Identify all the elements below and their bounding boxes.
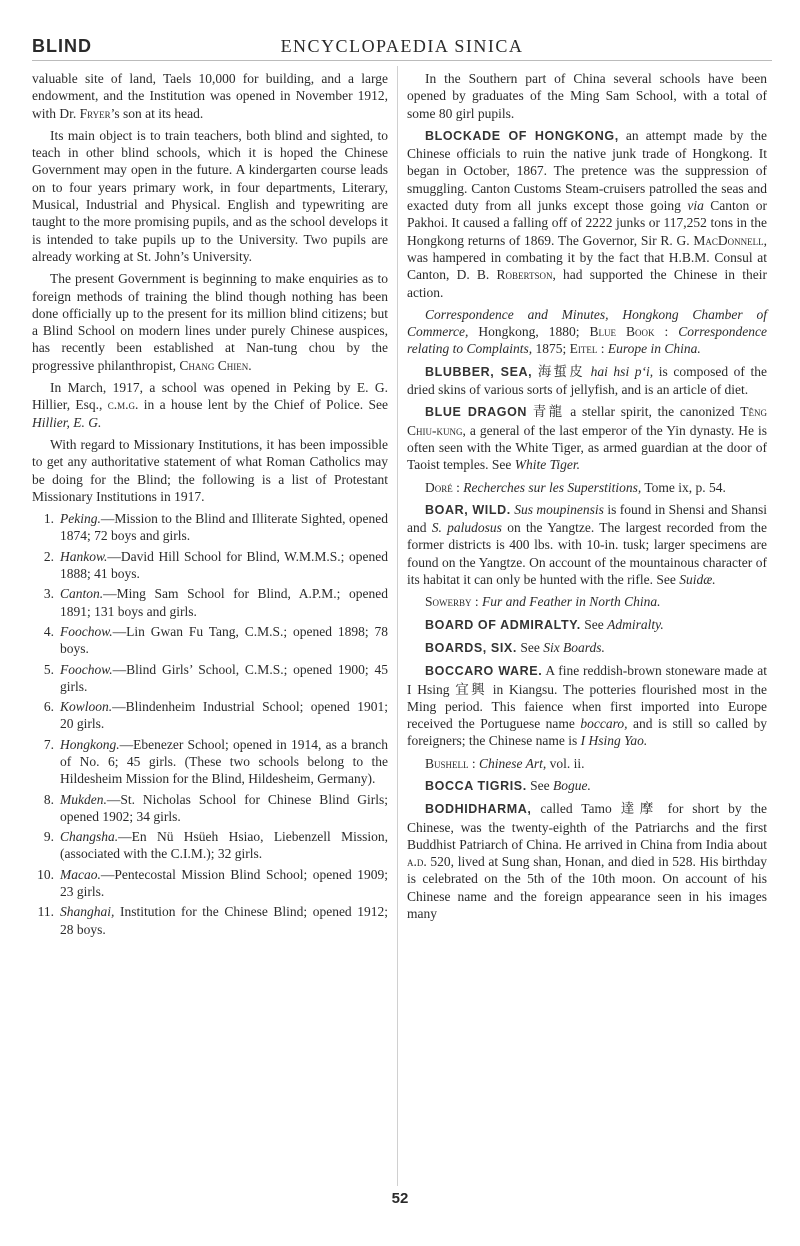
text: : bbox=[468, 755, 480, 771]
institution-item bbox=[32, 661, 388, 696]
entry-bocca-tigris bbox=[407, 777, 767, 795]
entry-blockade bbox=[407, 127, 767, 301]
text: Europe in China. bbox=[607, 341, 701, 357]
species-name: S. paludosus bbox=[431, 520, 502, 536]
place-name: Changsha. bbox=[60, 829, 119, 845]
text: is found in Shensi and Shansi and bbox=[407, 501, 767, 536]
text: , had supported the Chinese in their action. bbox=[407, 267, 767, 300]
item-number: 8. bbox=[43, 791, 54, 807]
entry-reference bbox=[407, 306, 767, 358]
paragraph bbox=[32, 70, 388, 122]
column-divider bbox=[397, 66, 398, 1186]
entry-headword: BOARDS, SIX. bbox=[425, 640, 517, 655]
institution-item bbox=[32, 510, 388, 545]
entry-boar bbox=[407, 501, 767, 588]
item-text: —Ming Sam School for Blind, A.P.M.; opened 1891; 131 boys and girls. bbox=[60, 586, 388, 619]
institution-item bbox=[32, 623, 388, 658]
text: Correspondence relating to Complaints, bbox=[407, 324, 767, 357]
romanization: hai hsi p‘i, bbox=[590, 363, 654, 379]
text: Sowerby bbox=[425, 594, 472, 610]
chinese-characters: 海蜇皮 bbox=[537, 363, 585, 379]
entry-headword: BOCCARO WARE. bbox=[425, 664, 543, 679]
text: called Tamo bbox=[531, 801, 621, 817]
text: and is still so called by foreigners; the Chinese name is bbox=[407, 716, 768, 749]
chinese-characters: 青龍 bbox=[532, 404, 565, 420]
text: : bbox=[452, 479, 464, 495]
item-text: —Blindenheim Industrial School; opened 1901; 20 girls. bbox=[60, 699, 388, 732]
text: 520, lived at Sung shan, Honan, and died in 528. His birthday is celebrated on the 5th of the 10th moon. On account of his Chinese name and the foreign appearance seen in his images many bbox=[407, 854, 767, 922]
text: valuable site of land, Taels 10,000 for building, and a large endowment, and the Institution was opened in November 1912, with Dr. bbox=[32, 71, 388, 121]
institution-item bbox=[32, 698, 388, 733]
text: Hongkong, 1880; bbox=[468, 324, 590, 340]
text: Eitel bbox=[569, 341, 598, 357]
text: A fine reddish-brown stoneware made at I Hsing bbox=[407, 663, 768, 697]
cross-reference: Admiralty. bbox=[607, 616, 664, 632]
place-name: Hankow. bbox=[60, 548, 108, 564]
text: Fur and Feather in North China. bbox=[482, 594, 661, 610]
place-name: Macao. bbox=[60, 866, 101, 882]
text: I Hsing Yao. bbox=[580, 733, 648, 749]
institution-item bbox=[32, 791, 388, 826]
place-name: Shanghai, bbox=[60, 904, 115, 920]
left-column bbox=[32, 70, 388, 941]
item-number: 5. bbox=[43, 661, 54, 677]
entry-headword: BOARD OF ADMIRALTY. bbox=[425, 617, 581, 632]
text: : bbox=[597, 341, 608, 357]
entry-blubber bbox=[407, 363, 767, 399]
item-text: —Blind Girls’ School, C.M.S.; opened 1900; 45 girls. bbox=[60, 661, 388, 694]
place-name: Foochow. bbox=[60, 661, 113, 677]
text: Bushell bbox=[425, 755, 469, 771]
cross-reference: Hillier, E. G. bbox=[32, 414, 102, 430]
text: : bbox=[654, 324, 679, 340]
right-column bbox=[407, 70, 767, 927]
place-name: Kowloon. bbox=[60, 699, 113, 715]
item-text: —En Nü Hsüeh Hsiao, Liebenzell Mission, (associated with the C.I.M.); 32 girls. bbox=[60, 829, 388, 862]
cross-reference: White Tiger. bbox=[514, 457, 581, 473]
species-name: Sus moupinensis bbox=[514, 501, 604, 517]
entry-admiralty bbox=[407, 616, 767, 634]
section-heading: BLIND bbox=[32, 36, 92, 56]
chinese-characters: 宜興 bbox=[455, 681, 487, 697]
text: Blue Book bbox=[589, 324, 655, 340]
text: Canton or Pakhoi. It caused a falling off of 2222 junks or 117,252 tons in the Hongkong returns of 1869. The Governor, Sir R. G. bbox=[407, 198, 767, 248]
text: See bbox=[526, 777, 554, 793]
item-text: —David Hill School for Blind, W.M.M.S.; opened 1888; 41 boys. bbox=[60, 548, 388, 582]
place-name: Peking. bbox=[60, 511, 101, 527]
item-number: 9. bbox=[43, 829, 54, 845]
item-text: —Lin Gwan Fu Tang, C.M.S.; opened 1898; 78 boys. bbox=[60, 623, 388, 657]
institution-item bbox=[32, 736, 388, 788]
text: See bbox=[516, 639, 544, 655]
person-name: MacDonnell bbox=[693, 232, 764, 248]
entry-headword: BLUBBER, SEA, bbox=[425, 364, 533, 379]
entry-reference bbox=[407, 593, 767, 610]
person-name: Robertson bbox=[496, 267, 553, 283]
person-name: Têng Chiu-kung bbox=[407, 404, 768, 438]
entry-headword: BOAR, WILD. bbox=[425, 502, 511, 517]
text: In March, 1917, a school was opened in Peking by E. G. Hillier, Esq., bbox=[32, 380, 388, 413]
entry-blue-dragon bbox=[407, 403, 767, 473]
paragraph: With regard to Missionary Institutions, it has been impossible to get any authoritative statement of what Roman Catholics may be doing for the Blind; the following is a list of Protestant Missionary Institutions in 1917. bbox=[32, 436, 388, 504]
text: on the Yangtze. The largest recorded from the former districts is 400 lbs. with 10-in. tusk; larger specimens are found on the Yangtze. On account of the mountainous character of its habitat it can only be hunted with the rifle. See bbox=[407, 520, 767, 588]
text: : bbox=[471, 594, 483, 610]
institution-item bbox=[32, 585, 388, 620]
person-name: Chang Chien bbox=[179, 357, 249, 373]
entry-headword: BOCCA TIGRIS. bbox=[425, 778, 527, 793]
text: , a general of the last emperor of the Yin dynasty. He is often seen with the White Tiger, as armed guardian at the door of Taoist temples. See bbox=[407, 422, 767, 473]
item-text: —St. Nicholas School for Chinese Blind Girls; opened 1902; 34 girls. bbox=[60, 791, 388, 824]
place-name: Canton. bbox=[60, 586, 104, 602]
institution-item bbox=[32, 866, 388, 901]
honorific: c.m.g. bbox=[107, 397, 139, 413]
place-name: Mukden. bbox=[60, 791, 107, 807]
paragraph bbox=[32, 379, 388, 431]
text: ’s son at its head. bbox=[110, 105, 204, 121]
text: for short by the Chinese, was the twenty-eighth of the Patriarchs and the first Buddhist Patriarch of China. He arrived in China from India about bbox=[407, 801, 768, 852]
institution-item bbox=[32, 548, 388, 583]
item-text: —Pentecostal Mission Blind School; opened 1909; 23 girls. bbox=[60, 866, 388, 900]
entry-bodhidharma bbox=[407, 800, 767, 922]
cross-reference: Six Boards. bbox=[543, 639, 605, 655]
entry-boccaro bbox=[407, 662, 767, 749]
item-number: 2. bbox=[43, 548, 54, 564]
text: Doré bbox=[425, 479, 453, 495]
text: , was hampered in combating it by the fact that H.B.M. Consul at Canton, D. B. bbox=[407, 232, 767, 283]
text: is composed of the dried skins of various sorts of jellyfish, and is an article of diet. bbox=[407, 363, 768, 398]
entry-reference bbox=[407, 755, 767, 772]
cross-reference: Bogue. bbox=[553, 777, 591, 793]
entry-headword: BLOCKADE OF HONGKONG, bbox=[425, 128, 619, 143]
item-number: 6. bbox=[43, 699, 54, 715]
item-number: 7. bbox=[43, 736, 54, 752]
person-name: Fryer bbox=[79, 105, 111, 121]
text: an attempt made by the Chinese officials to ruin the native junk trade of Hongkong. It began in October, 1867. The pretence was the suppression of smuggling. Canton Customs Steam-cruisers patrolled the seas and exacted duty from all junks except those going bbox=[407, 127, 767, 214]
item-number: 3. bbox=[43, 586, 54, 602]
book-title: ENCYCLOPAEDIA SINICA bbox=[280, 36, 524, 56]
text: Recherches sur les Superstitions, bbox=[463, 479, 642, 495]
text: Tome ix, p. 54. bbox=[641, 479, 726, 495]
paragraph: In the Southern part of China several schools have been opened by graduates of the Ming Sam School, with a total of some 80 girl pupils. bbox=[407, 71, 767, 121]
item-text: —Mission to the Blind and Illiterate Sighted, opened 1874; 72 boys and girls. bbox=[60, 511, 388, 544]
page-number: 52 bbox=[391, 1190, 409, 1207]
cross-reference: Suidæ. bbox=[679, 572, 716, 588]
item-number: 10. bbox=[37, 866, 54, 882]
text: Chinese Art, bbox=[479, 755, 547, 771]
text: . bbox=[248, 357, 252, 373]
place-name: Foochow. bbox=[60, 623, 113, 639]
item-number: 1. bbox=[43, 511, 54, 527]
entry-boards bbox=[407, 639, 767, 657]
item-number: 4. bbox=[43, 623, 54, 639]
running-header bbox=[32, 36, 772, 61]
text: See bbox=[580, 616, 608, 632]
text: 1875; bbox=[532, 341, 570, 357]
institution-item bbox=[32, 828, 388, 863]
institution-list bbox=[32, 510, 388, 938]
text: in a house lent by the Chief of Police. See bbox=[138, 397, 388, 413]
chinese-characters: 達摩 bbox=[620, 801, 659, 817]
entry-reference bbox=[407, 479, 767, 496]
text: boccaro, bbox=[580, 716, 628, 732]
text: Correspondence and Minutes, Hongkong Chamber of Commerce, bbox=[407, 306, 767, 340]
text: via bbox=[687, 198, 704, 214]
entry-headword: BODHIDHARMA, bbox=[425, 802, 532, 817]
text: The present Government is beginning to make enquiries as to foreign methods of training the blind though nothing has been done officially up to the present for its million blind citizens; but a Blind School on modern lines under purely Chinese auspices, has recently been established at Nan-tung chou by the progressive philanthropist, bbox=[32, 271, 388, 373]
text: a.d. bbox=[407, 854, 427, 870]
text: a stellar spirit, the canonized bbox=[564, 404, 741, 420]
text: in Kiangsu. The potteries flourished most in the Ming period. This faience when first imported into Europe received the Portuguese name bbox=[407, 681, 767, 732]
item-text: Institution for the Chinese Blind; opened 1912; 28 boys. bbox=[60, 904, 388, 937]
paragraph bbox=[32, 270, 388, 374]
place-name: Hongkong. bbox=[60, 736, 120, 752]
item-number: 11. bbox=[37, 904, 54, 920]
item-text: —Ebenezer School; opened in 1914, as a branch of No. 6; 45 girls. (These two schools belong to the Hildesheim Mission for the Blind, Hildesheim, Germany). bbox=[60, 736, 388, 787]
paragraph: Its main object is to train teachers, both blind and sighted, to teach in other blind schools, which it is hoped the Chinese Government may open in the future. A kindergarten course leads on to four years primary work, in four departments, Literary, Musical, Industrial and Physical. English and typewriting are taught to the more promising pupils, and as the school develops it is intended to take pupils up to the University. Two pupils are already working at St. John’s University. bbox=[32, 127, 388, 264]
institution-item bbox=[32, 903, 388, 938]
text: vol. ii. bbox=[546, 755, 585, 771]
entry-headword: BLUE DRAGON bbox=[425, 405, 528, 420]
